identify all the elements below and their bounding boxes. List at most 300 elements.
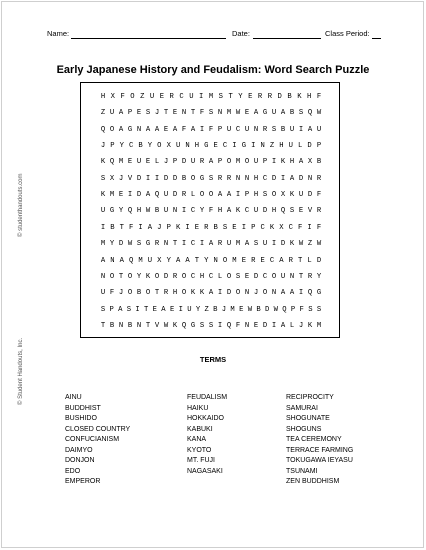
grid-letter[interactable]: N <box>185 142 190 151</box>
grid-letter[interactable]: J <box>100 142 106 151</box>
grid-letter[interactable]: A <box>289 174 295 183</box>
grid-letter[interactable]: A <box>244 240 250 249</box>
grid-letter[interactable]: X <box>307 158 313 167</box>
grid-letter[interactable]: S <box>253 240 259 249</box>
grid-letter[interactable]: D <box>172 174 178 183</box>
grid-letter[interactable]: S <box>199 321 205 330</box>
grid-letter[interactable]: M <box>100 240 106 249</box>
grid-letter[interactable]: M <box>235 240 241 249</box>
grid-letter[interactable]: D <box>253 272 259 281</box>
grid-letter[interactable]: T <box>154 289 160 298</box>
grid-letter[interactable]: I <box>235 191 241 200</box>
grid-letter[interactable]: I <box>271 240 277 249</box>
grid-letter[interactable]: D <box>307 191 313 200</box>
grid-letter[interactable]: Q <box>307 289 313 298</box>
grid-letter[interactable]: N <box>163 240 169 249</box>
grid-letter[interactable]: P <box>172 158 178 167</box>
grid-letter[interactable]: K <box>100 158 106 167</box>
grid-letter[interactable]: Z <box>100 109 106 118</box>
grid-letter[interactable]: N <box>213 256 218 265</box>
grid-letter[interactable]: C <box>190 272 196 281</box>
grid-letter[interactable]: R <box>199 158 205 167</box>
grid-letter[interactable]: M <box>109 191 115 200</box>
grid-letter[interactable]: R <box>172 272 178 281</box>
grid-letter[interactable]: E <box>159 93 165 101</box>
grid-letter[interactable]: B <box>110 223 115 232</box>
grid-letter[interactable]: X <box>157 256 162 265</box>
grid-letter[interactable]: S <box>222 223 228 232</box>
grid-letter[interactable]: A <box>298 158 304 167</box>
grid-letter[interactable]: C <box>235 125 241 134</box>
grid-letter[interactable]: A <box>147 223 153 232</box>
grid-letter[interactable]: J <box>118 174 124 183</box>
grid-letter[interactable]: A <box>161 305 166 314</box>
grid-letter[interactable]: J <box>118 289 124 298</box>
grid-letter[interactable]: I <box>241 223 247 232</box>
grid-letter[interactable]: S <box>271 125 277 134</box>
grid-letter[interactable]: D <box>277 93 282 101</box>
grid-letter[interactable]: Y <box>109 240 115 249</box>
grid-letter[interactable]: R <box>262 125 268 134</box>
grid-letter[interactable]: K <box>145 272 151 281</box>
grid-letter[interactable]: F <box>235 321 241 330</box>
grid-letter[interactable]: G <box>145 240 151 249</box>
grid-letter[interactable]: N <box>100 272 106 281</box>
grid-letter[interactable]: T <box>228 93 233 101</box>
grid-letter[interactable]: P <box>109 305 114 314</box>
grid-letter[interactable]: E <box>169 305 175 314</box>
grid-letter[interactable]: S <box>235 272 241 281</box>
grid-letter[interactable]: U <box>226 125 232 134</box>
grid-letter[interactable]: H <box>307 93 312 101</box>
grid-letter[interactable]: D <box>226 289 232 298</box>
grid-letter[interactable]: K <box>280 158 286 167</box>
grid-letter[interactable]: Q <box>100 125 106 134</box>
grid-letter[interactable]: X <box>280 191 286 200</box>
grid-letter[interactable]: E <box>244 109 250 118</box>
grid-letter[interactable]: B <box>316 158 322 167</box>
grid-letter[interactable]: A <box>172 125 178 134</box>
grid-letter[interactable]: I <box>199 125 205 134</box>
grid-letter[interactable]: I <box>181 207 187 216</box>
grid-letter[interactable]: R <box>267 93 273 101</box>
grid-letter[interactable]: Q <box>129 256 134 265</box>
grid-letter[interactable]: G <box>190 321 196 330</box>
grid-letter[interactable]: A <box>208 289 214 298</box>
grid-letter[interactable]: E <box>152 305 157 314</box>
grid-letter[interactable]: A <box>175 256 181 265</box>
grid-letter[interactable]: S <box>298 109 304 118</box>
grid-letter[interactable]: B <box>213 305 218 314</box>
grid-letter[interactable]: C <box>129 142 134 151</box>
grid-letter[interactable]: B <box>256 305 261 314</box>
grid-letter[interactable]: W <box>235 109 241 118</box>
grid-letter[interactable]: C <box>190 240 196 249</box>
grid-letter[interactable]: D <box>172 191 178 200</box>
grid-letter[interactable]: C <box>262 174 268 183</box>
grid-letter[interactable]: X <box>279 223 284 232</box>
grid-letter[interactable]: L <box>190 191 196 200</box>
grid-letter[interactable]: C <box>288 223 293 232</box>
grid-letter[interactable]: F <box>316 223 322 232</box>
grid-letter[interactable]: D <box>316 256 322 265</box>
grid-letter[interactable]: R <box>217 174 223 183</box>
grid-letter[interactable]: E <box>145 158 151 167</box>
grid-letter[interactable]: A <box>185 256 190 265</box>
grid-letter[interactable]: I <box>251 142 256 151</box>
grid-letter[interactable]: Z <box>269 142 275 151</box>
grid-letter[interactable]: R <box>204 223 209 232</box>
grid-letter[interactable]: P <box>110 142 115 151</box>
grid-letter[interactable]: B <box>287 93 292 101</box>
grid-letter[interactable]: V <box>127 174 133 183</box>
grid-letter[interactable]: K <box>289 240 295 249</box>
grid-letter[interactable]: U <box>147 256 153 265</box>
grid-letter[interactable]: Y <box>238 93 243 101</box>
grid-letter[interactable]: U <box>253 158 259 167</box>
grid-letter[interactable]: V <box>154 321 160 330</box>
grid-letter[interactable]: O <box>244 158 250 167</box>
grid-letter[interactable]: R <box>307 272 313 281</box>
grid-letter[interactable]: U <box>100 207 106 216</box>
grid-letter[interactable]: H <box>279 142 284 151</box>
grid-letter[interactable]: M <box>235 158 241 167</box>
grid-letter[interactable]: O <box>226 158 232 167</box>
grid-letter[interactable]: D <box>136 191 142 200</box>
grid-letter[interactable]: N <box>260 142 265 151</box>
grid-letter[interactable]: E <box>239 305 244 314</box>
grid-letter[interactable]: W <box>127 240 133 249</box>
grid-letter[interactable]: H <box>217 207 223 216</box>
grid-letter[interactable]: N <box>307 174 313 183</box>
grid-letter[interactable]: T <box>194 256 200 265</box>
grid-letter[interactable]: D <box>307 142 312 151</box>
grid-letter[interactable]: I <box>298 125 304 134</box>
grid-letter[interactable]: U <box>288 142 293 151</box>
grid-letter[interactable]: Y <box>119 142 124 151</box>
grid-letter[interactable]: A <box>226 207 232 216</box>
grid-letter[interactable]: O <box>154 272 160 281</box>
grid-letter[interactable]: D <box>298 174 304 183</box>
grid-letter[interactable]: K <box>289 191 295 200</box>
grid-letter[interactable]: O <box>271 272 277 281</box>
grid-letter[interactable]: B <box>181 174 187 183</box>
grid-letter[interactable]: H <box>136 207 142 216</box>
grid-letter[interactable]: D <box>163 174 169 183</box>
grid-letter[interactable]: K <box>297 93 302 101</box>
grid-letter[interactable]: P <box>262 158 268 167</box>
grid-letter[interactable]: E <box>260 256 265 265</box>
grid-letter[interactable]: W <box>273 305 278 314</box>
grid-letter[interactable]: Y <box>147 142 153 151</box>
grid-letter[interactable]: C <box>269 256 275 265</box>
grid-letter[interactable]: T <box>119 223 124 232</box>
grid-letter[interactable]: G <box>316 289 322 298</box>
grid-letter[interactable]: T <box>172 240 178 249</box>
grid-letter[interactable]: E <box>136 109 142 118</box>
grid-letter[interactable]: X <box>109 174 115 183</box>
grid-letter[interactable]: O <box>271 191 277 200</box>
grid-letter[interactable]: E <box>172 109 178 118</box>
grid-letter[interactable]: Y <box>166 256 171 265</box>
grid-letter[interactable]: M <box>226 109 232 118</box>
grid-letter[interactable]: T <box>298 272 304 281</box>
grid-letter[interactable]: O <box>226 272 232 281</box>
grid-letter[interactable]: A <box>253 109 259 118</box>
grid-letter[interactable]: X <box>110 93 115 101</box>
grid-letter[interactable]: J <box>163 158 169 167</box>
grid-letter[interactable]: N <box>244 321 250 330</box>
grid-letter[interactable]: P <box>166 223 171 232</box>
grid-letter[interactable]: J <box>298 321 304 330</box>
grid-letter[interactable]: G <box>204 142 209 151</box>
grid-letter[interactable]: U <box>149 93 155 101</box>
grid-letter[interactable]: I <box>280 174 286 183</box>
grid-letter[interactable]: C <box>179 93 184 101</box>
grid-letter[interactable]: P <box>127 109 133 118</box>
grid-letter[interactable]: S <box>208 174 214 183</box>
grid-letter[interactable]: K <box>235 207 241 216</box>
grid-letter[interactable]: I <box>199 240 205 249</box>
grid-letter[interactable]: A <box>307 125 313 134</box>
grid-letter[interactable]: E <box>163 125 169 134</box>
grid-letter[interactable]: E <box>118 191 124 200</box>
grid-letter[interactable]: F <box>208 125 214 134</box>
grid-letter[interactable]: S <box>100 305 106 314</box>
grid-letter[interactable]: J <box>157 223 162 232</box>
grid-letter[interactable]: N <box>244 174 250 183</box>
grid-letter[interactable]: Q <box>282 305 287 314</box>
grid-letter[interactable]: O <box>208 191 214 200</box>
grid-letter[interactable]: N <box>289 272 295 281</box>
grid-letter[interactable]: Z <box>307 240 313 249</box>
grid-letter[interactable]: M <box>118 158 124 167</box>
grid-letter[interactable]: M <box>316 321 322 330</box>
grid-letter[interactable]: Q <box>280 207 286 216</box>
grid-letter[interactable]: W <box>316 109 322 118</box>
grid-letter[interactable]: N <box>217 109 223 118</box>
grid-letter[interactable]: F <box>199 109 205 118</box>
grid-letter[interactable]: S <box>145 109 151 118</box>
grid-letter[interactable]: I <box>271 158 277 167</box>
grid-letter[interactable]: U <box>226 240 232 249</box>
grid-letter[interactable]: T <box>163 109 169 118</box>
grid-letter[interactable]: T <box>118 272 124 281</box>
grid-letter[interactable]: N <box>172 207 178 216</box>
grid-letter[interactable]: R <box>226 174 232 183</box>
grid-letter[interactable]: U <box>100 289 106 298</box>
grid-letter[interactable]: N <box>136 125 142 134</box>
grid-letter[interactable]: S <box>126 305 132 314</box>
grid-letter[interactable]: B <box>127 321 133 330</box>
grid-letter[interactable]: F <box>316 191 322 200</box>
grid-letter[interactable]: R <box>316 174 322 183</box>
grid-letter[interactable]: O <box>109 272 115 281</box>
grid-letter[interactable]: E <box>241 256 247 265</box>
grid-letter[interactable]: U <box>289 125 295 134</box>
grid-letter[interactable]: A <box>280 321 286 330</box>
grid-letter[interactable]: A <box>118 109 124 118</box>
grid-letter[interactable]: L <box>307 256 312 265</box>
grid-letter[interactable]: B <box>213 223 218 232</box>
grid-letter[interactable]: O <box>157 142 162 151</box>
grid-letter[interactable]: H <box>172 289 178 298</box>
grid-letter[interactable]: P <box>217 158 223 167</box>
grid-letter[interactable]: E <box>248 93 253 101</box>
grid-letter[interactable]: W <box>247 305 253 314</box>
grid-letter[interactable]: V <box>307 207 313 216</box>
grid-letter[interactable]: B <box>289 109 295 118</box>
grid-letter[interactable]: F <box>299 305 304 314</box>
grid-letter[interactable]: R <box>217 240 223 249</box>
grid-letter[interactable]: I <box>181 240 187 249</box>
grid-letter[interactable]: O <box>199 191 205 200</box>
grid-letter[interactable]: U <box>163 207 169 216</box>
grid-letter[interactable]: P <box>290 305 296 314</box>
grid-letter[interactable]: Y <box>136 272 142 281</box>
grid-letter[interactable]: P <box>316 142 322 151</box>
grid-letter[interactable]: N <box>136 321 142 330</box>
grid-letter[interactable]: Q <box>307 109 313 118</box>
grid-letter[interactable]: T <box>144 305 149 314</box>
grid-letter[interactable]: I <box>178 305 183 314</box>
grid-letter[interactable]: R <box>251 256 256 265</box>
grid-letter[interactable]: U <box>253 207 259 216</box>
grid-letter[interactable]: R <box>181 191 187 200</box>
grid-letter[interactable]: F <box>208 207 214 216</box>
grid-letter[interactable]: B <box>154 207 160 216</box>
grid-letter[interactable]: U <box>136 158 142 167</box>
grid-letter[interactable]: N <box>181 109 187 118</box>
name-field[interactable] <box>71 38 226 39</box>
grid-letter[interactable]: F <box>298 223 303 232</box>
grid-letter[interactable]: L <box>289 321 295 330</box>
grid-letter[interactable]: Q <box>154 191 160 200</box>
grid-letter[interactable]: D <box>262 321 268 330</box>
grid-letter[interactable]: O <box>235 289 241 298</box>
grid-letter[interactable]: O <box>145 289 151 298</box>
grid-letter[interactable]: G <box>241 142 247 151</box>
grid-letter[interactable]: X <box>166 142 171 151</box>
grid-letter[interactable]: T <box>190 109 196 118</box>
grid-letter[interactable]: M <box>138 256 143 265</box>
grid-letter[interactable]: U <box>262 240 268 249</box>
grid-letter[interactable]: Q <box>226 321 232 330</box>
grid-letter[interactable]: D <box>262 207 268 216</box>
grid-letter[interactable]: F <box>120 93 125 101</box>
grid-letter[interactable]: A <box>100 256 106 265</box>
grid-letter[interactable]: A <box>154 125 160 134</box>
grid-letter[interactable]: I <box>298 289 304 298</box>
grid-letter[interactable]: G <box>109 207 115 216</box>
grid-letter[interactable]: M <box>232 256 237 265</box>
grid-letter[interactable]: E <box>194 223 200 232</box>
grid-letter[interactable]: J <box>154 109 160 118</box>
grid-letter[interactable]: H <box>271 207 277 216</box>
grid-letter[interactable]: K <box>100 191 106 200</box>
grid-letter[interactable]: R <box>288 256 293 265</box>
grid-letter[interactable]: T <box>100 321 106 330</box>
grid-letter[interactable]: I <box>100 223 106 232</box>
grid-letter[interactable]: I <box>217 289 223 298</box>
grid-letter[interactable]: B <box>136 289 142 298</box>
grid-letter[interactable]: B <box>109 321 115 330</box>
grid-letter[interactable]: F <box>129 223 134 232</box>
grid-letter[interactable]: D <box>136 174 142 183</box>
grid-letter[interactable]: H <box>289 158 295 167</box>
grid-letter[interactable]: N <box>235 174 241 183</box>
grid-letter[interactable]: G <box>262 109 268 118</box>
grid-letter[interactable]: Q <box>109 158 115 167</box>
grid-letter[interactable]: I <box>199 93 204 101</box>
grid-letter[interactable]: C <box>262 272 268 281</box>
grid-letter[interactable]: U <box>271 109 277 118</box>
grid-letter[interactable]: R <box>169 93 174 101</box>
grid-letter[interactable]: D <box>181 158 187 167</box>
grid-letter[interactable]: Y <box>195 305 201 314</box>
grid-letter[interactable]: O <box>181 289 187 298</box>
grid-letter[interactable]: I <box>217 321 223 330</box>
grid-letter[interactable]: G <box>199 174 205 183</box>
grid-letter[interactable]: U <box>244 125 250 134</box>
grid-letter[interactable]: O <box>109 125 115 134</box>
grid-letter[interactable]: E <box>253 321 259 330</box>
grid-letter[interactable]: A <box>289 289 295 298</box>
grid-letter[interactable]: A <box>190 125 196 134</box>
grid-letter[interactable]: B <box>138 142 143 151</box>
grid-letter[interactable]: O <box>127 272 133 281</box>
grid-letter[interactable]: U <box>316 125 322 134</box>
grid-letter[interactable]: U <box>175 142 181 151</box>
grid-letter[interactable]: Z <box>140 93 145 101</box>
grid-letter[interactable]: D <box>280 240 286 249</box>
grid-letter[interactable]: C <box>222 142 228 151</box>
grid-letter[interactable]: A <box>208 158 214 167</box>
grid-letter[interactable]: E <box>232 223 237 232</box>
grid-letter[interactable]: K <box>307 321 313 330</box>
grid-letter[interactable]: U <box>280 272 286 281</box>
grid-letter[interactable]: U <box>189 93 194 101</box>
grid-letter[interactable]: N <box>110 256 115 265</box>
grid-letter[interactable]: I <box>271 321 277 330</box>
grid-letter[interactable]: Y <box>204 256 209 265</box>
grid-letter[interactable]: O <box>262 289 268 298</box>
grid-letter[interactable]: A <box>208 240 214 249</box>
grid-letter[interactable]: N <box>118 321 124 330</box>
grid-letter[interactable]: U <box>298 191 304 200</box>
grid-letter[interactable]: T <box>298 256 303 265</box>
grid-letter[interactable]: R <box>163 289 169 298</box>
grid-letter[interactable]: I <box>232 142 237 151</box>
grid-letter[interactable]: W <box>145 207 151 216</box>
grid-letter[interactable]: F <box>181 125 187 134</box>
grid-letter[interactable]: Q <box>127 207 133 216</box>
grid-letter[interactable]: H <box>100 93 106 101</box>
grid-letter[interactable]: Y <box>118 207 124 216</box>
grid-letter[interactable]: D <box>118 240 124 249</box>
grid-letter[interactable]: O <box>190 174 196 183</box>
grid-letter[interactable]: P <box>217 125 223 134</box>
grid-letter[interactable]: P <box>244 191 250 200</box>
grid-letter[interactable]: A <box>145 125 151 134</box>
grid-letter[interactable]: D <box>271 174 277 183</box>
grid-letter[interactable]: A <box>279 256 284 265</box>
grid-letter[interactable]: A <box>226 191 232 200</box>
grid-letter[interactable]: O <box>222 256 228 265</box>
grid-letter[interactable]: E <box>127 158 133 167</box>
grid-letter[interactable]: N <box>244 289 250 298</box>
grid-letter[interactable]: I <box>307 223 312 232</box>
